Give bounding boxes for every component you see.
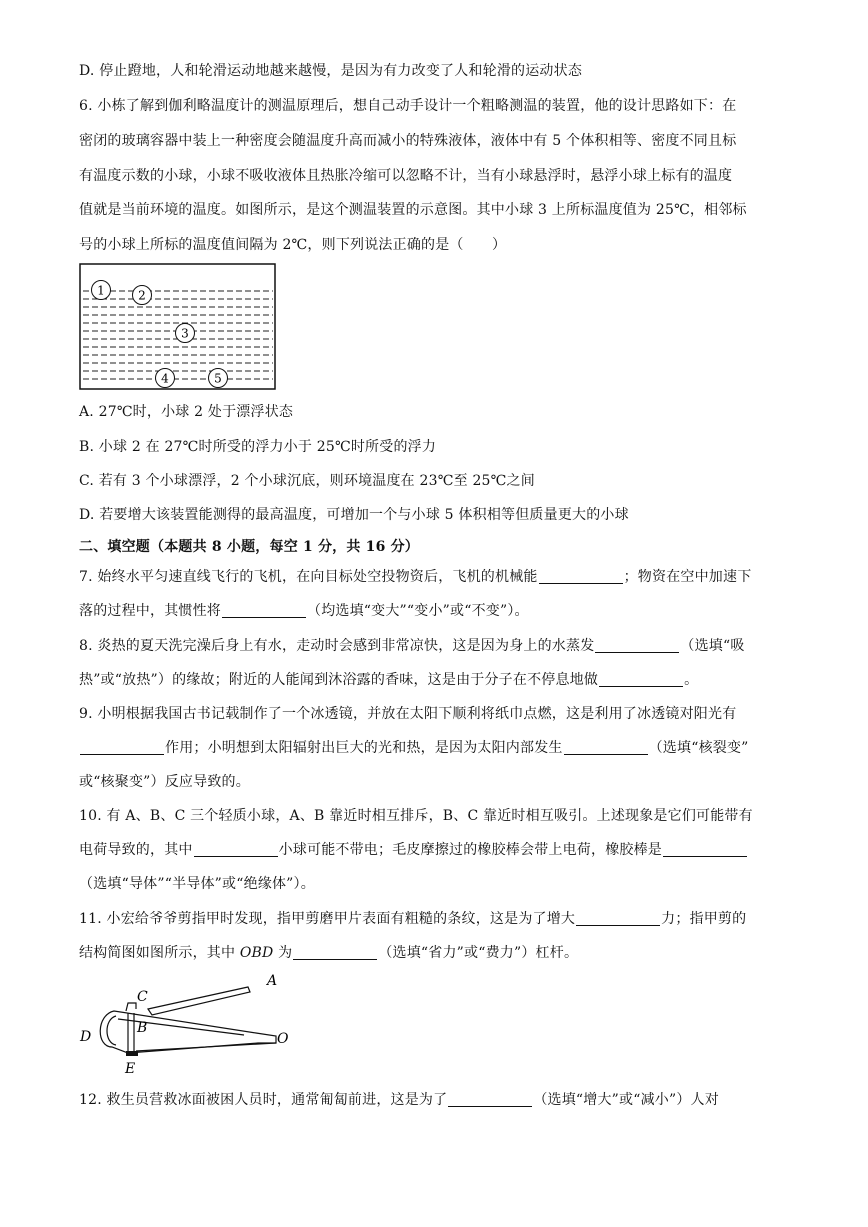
q10-line-1: 10. 有 A、B、C 三个轻质小球，A、B 靠近时相互排斥，B、C 靠近时相互吸引。上述现象是它们可能带有 bbox=[79, 808, 753, 824]
q7-blank-2 bbox=[222, 603, 306, 618]
q8-text-2a: 热”或“放热”）的缘故；附近的人能闻到沐浴露的香味，这是由于分子在不停息地做 bbox=[79, 672, 599, 688]
q9-text-2b: （选填“核裂变” bbox=[648, 740, 749, 756]
q10-text-2b: 小球可能不带电；毛皮摩擦过的橡胶棒会带上电荷，橡胶棒是 bbox=[278, 842, 663, 858]
label-o: O bbox=[277, 1031, 289, 1047]
ball-3-label: 3 bbox=[181, 326, 189, 341]
q11-text-2a: 结构简图如图所示，其中 bbox=[79, 945, 240, 961]
q11-text-1b: 力；指甲剪的 bbox=[661, 911, 747, 927]
q7-line-1 bbox=[79, 567, 751, 587]
q6-stem-line-2: 密闭的玻璃容器中装上一种密度会随温度升高而减小的特殊液体，液体中有 5 个体积相等、密度不同且标 bbox=[79, 133, 737, 149]
ball-4 bbox=[156, 369, 175, 388]
q6-stem-line-4: 值就是当前环境的温度。如图所示，是这个测温装置的示意图。其中小球 3 上所标温度值为 25℃，相邻标 bbox=[79, 202, 747, 218]
q6-option-d: D. 若要增大该装置能测得的最高温度，可增加一个与小球 5 体积相等但质量更大的小球 bbox=[79, 507, 629, 523]
q12-text-1b: （选填“增大”或“减小”）人对 bbox=[533, 1092, 719, 1108]
q12-line-1 bbox=[79, 1090, 719, 1110]
label-b: B bbox=[137, 1020, 148, 1036]
ball-5-label: 5 bbox=[214, 371, 222, 386]
q7-text-1b: ；物资在空中加速下 bbox=[623, 569, 752, 585]
q6-option-c: C. 若有 3 个小球漂浮，2 个小球沉底，则环境温度在 23℃至 25℃之间 bbox=[79, 473, 535, 489]
q10-blank-2 bbox=[663, 842, 747, 857]
q11-text-2c: （选填“省力”或“费力”）杠杆。 bbox=[378, 945, 579, 961]
section-2-heading: 二、填空题（本题共 8 小题，每空 1 分，共 16 分） bbox=[79, 539, 420, 555]
q11-blank-2 bbox=[293, 945, 377, 960]
q7-text-2a: 落的过程中，其惯性将 bbox=[79, 603, 221, 619]
q12-blank-1 bbox=[448, 1092, 532, 1107]
label-a: A bbox=[267, 973, 278, 989]
label-d: D bbox=[80, 1029, 92, 1045]
q8-text-1b: （选填“吸 bbox=[680, 638, 745, 654]
q12-text-1a: 12. 救生员营救冰面被困人员时，通常匍匐前进，这是为了 bbox=[79, 1092, 448, 1108]
q8-text-2b: 。 bbox=[684, 672, 699, 688]
q8-text-1a: 8. 炎热的夏天洗完澡后身上有水，走动时会感到非常凉快，这是因为身上的水蒸发 bbox=[79, 638, 595, 654]
q11-lever-name: OBD bbox=[239, 945, 274, 961]
ball-2-label: 2 bbox=[138, 288, 146, 303]
q11-text-1a: 11. 小宏给爷爷剪指甲时发现，指甲剪磨甲片表面有粗糙的条纹，这是为了增大 bbox=[79, 911, 576, 927]
q9-blank-1 bbox=[80, 740, 164, 755]
ball-1-label: 1 bbox=[97, 283, 105, 298]
q8-line-2 bbox=[79, 670, 698, 690]
lever-handle bbox=[148, 987, 250, 1015]
ball-5 bbox=[209, 369, 228, 388]
q8-blank-1 bbox=[595, 638, 679, 653]
q10-line-3: （选填“导体”“半导体”或“绝缘体”）。 bbox=[79, 876, 315, 892]
q10-line-2 bbox=[79, 840, 748, 860]
q6-stem-line-3: 有温度示数的小球，小球不吸收液体且热胀冷缩可以忽略不计，当有小球悬浮时，悬浮小球上标有的温度 bbox=[79, 168, 733, 184]
q9-line-3: 或“核聚变”）反应导致的。 bbox=[79, 774, 250, 790]
q9-line-2 bbox=[79, 738, 749, 758]
q10-blank-1 bbox=[194, 842, 278, 857]
q7-text-2b: （均选填“变大”“变小”或“不变”）。 bbox=[307, 603, 529, 619]
q8-blank-2 bbox=[599, 672, 683, 687]
q6-stem-line-1: 6. 小栋了解到伽利略温度计的测温原理后，想自己动手设计一个粗略测温的装置，他的设计思路如下：在 bbox=[79, 98, 737, 114]
q11-blank-1 bbox=[576, 911, 660, 926]
q7-blank-1 bbox=[539, 569, 623, 584]
thermometer-figure bbox=[79, 263, 277, 391]
q11-line-2 bbox=[79, 943, 578, 963]
q8-line-1 bbox=[79, 636, 745, 656]
q11-line-1 bbox=[79, 909, 746, 929]
q9-line-1: 9. 小明根据我国古书记载制作了一个冰透镜，并放在太阳下顺利将纸巾点燃，这是利用了冰透镜对阳光有 bbox=[79, 706, 737, 722]
ball-4-label: 4 bbox=[161, 371, 169, 386]
lower-jaw-line bbox=[136, 1043, 276, 1051]
ball-1 bbox=[92, 281, 111, 300]
q5-option-d: D. 停止蹬地，人和轮滑运动地越来越慢，是因为有力改变了人和轮滑的运动状态 bbox=[79, 63, 583, 79]
q6-stem-line-5: 号的小球上所标的温度值间隔为 2℃，则下列说法正确的是（ ） bbox=[79, 237, 507, 253]
ball-3 bbox=[176, 324, 195, 343]
upper-jaw bbox=[100, 1011, 276, 1053]
label-c: C bbox=[137, 989, 148, 1005]
q10-text-2a: 电荷导致的，其中 bbox=[79, 842, 193, 858]
q11-text-2b: 为 bbox=[273, 945, 293, 961]
q9-blank-2 bbox=[564, 740, 648, 755]
q7-text-1a: 7. 始终水平匀速直线飞行的飞机，在向目标处空投物资后，飞机的机械能 bbox=[79, 569, 538, 585]
q6-option-b: B. 小球 2 在 27℃时所受的浮力小于 25℃时所受的浮力 bbox=[79, 439, 437, 455]
ball-2 bbox=[133, 286, 152, 305]
q6-option-a: A. 27℃时，小球 2 处于漂浮状态 bbox=[79, 404, 294, 420]
press-point-c bbox=[126, 1003, 136, 1011]
nail-clipper-figure bbox=[76, 973, 296, 1081]
label-e: E bbox=[125, 1061, 136, 1077]
point-e-mark bbox=[126, 1051, 138, 1056]
q9-text-2a: 作用；小明想到太阳辐射出巨大的光和热，是因为太阳内部发生 bbox=[165, 740, 563, 756]
q7-line-2 bbox=[79, 601, 529, 621]
front-curve bbox=[107, 1016, 116, 1045]
